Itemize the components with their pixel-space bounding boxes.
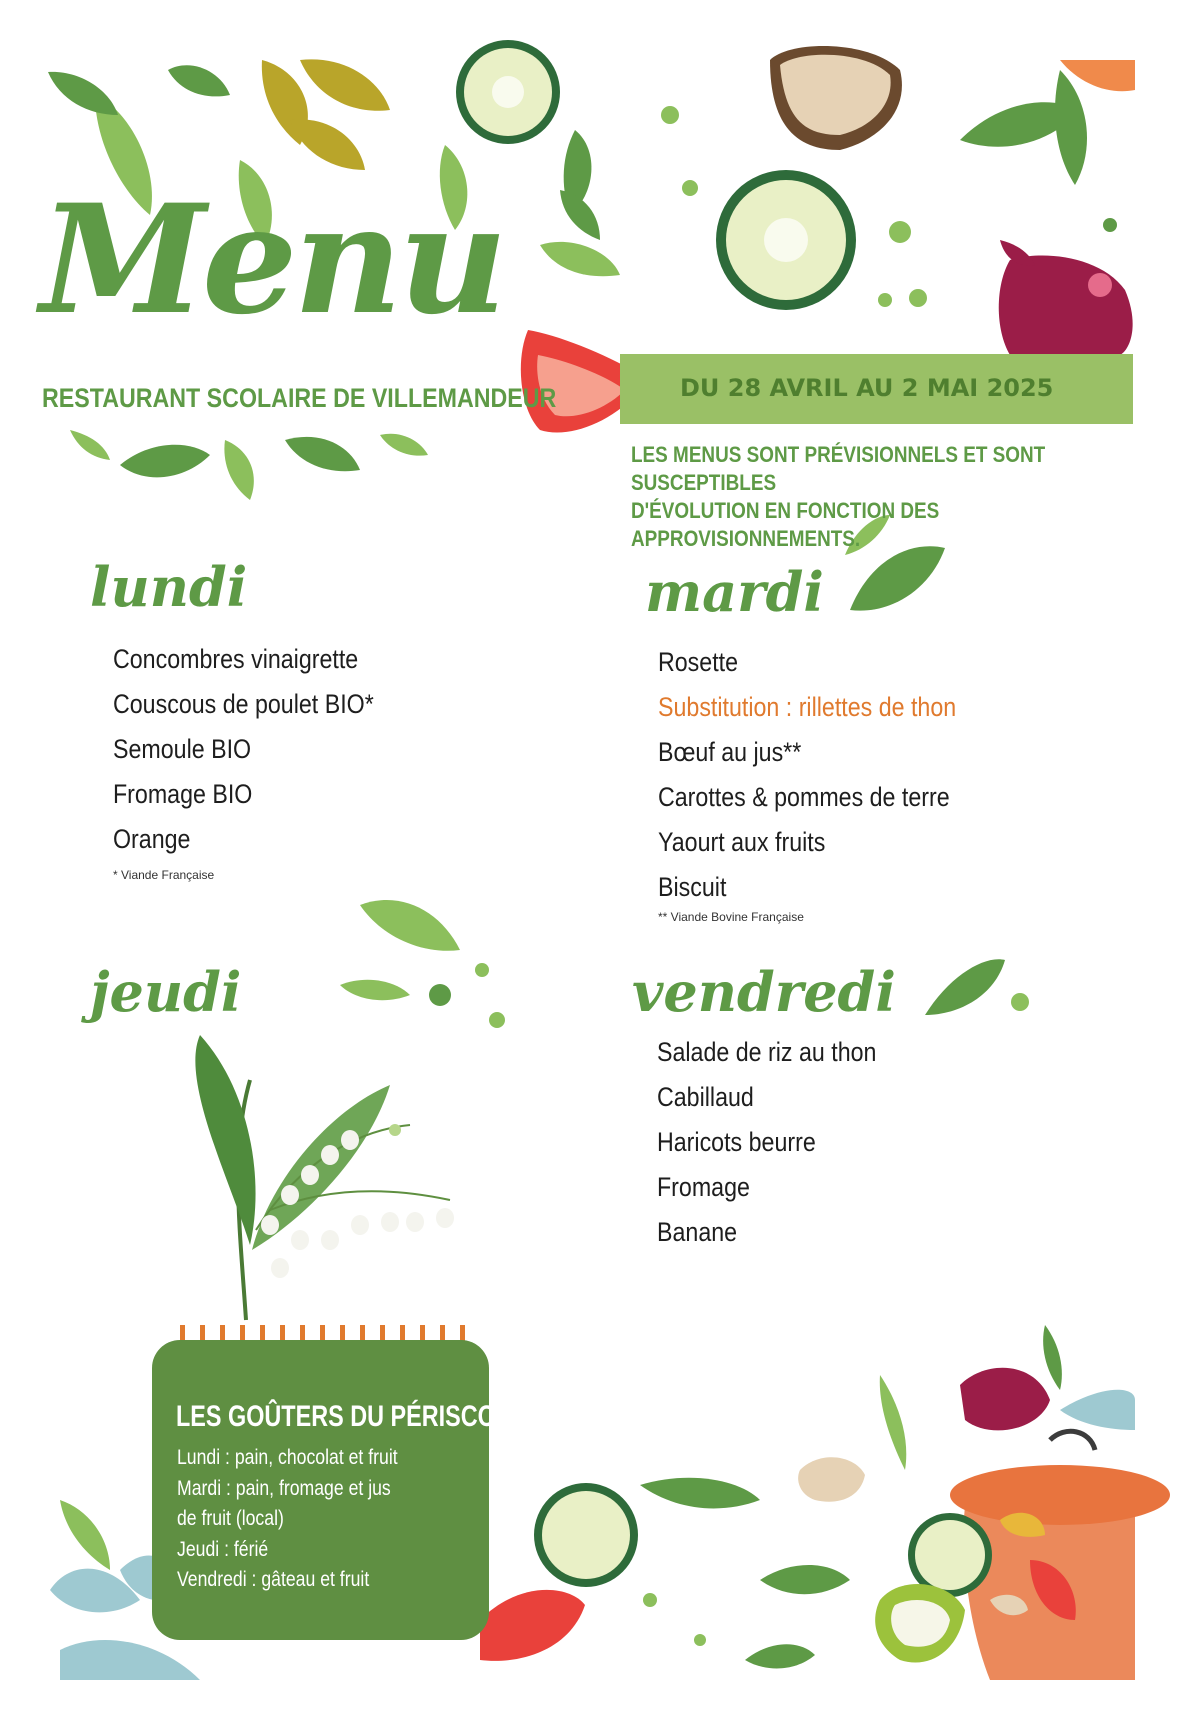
list-item: Fromage BIO: [113, 779, 253, 809]
list-item: Biscuit: [658, 872, 727, 902]
list-item: Cabillaud: [657, 1082, 754, 1112]
list-item: Banane: [657, 1217, 738, 1247]
list-item: Haricots beurre: [657, 1127, 816, 1157]
list-item: Vendredi : gâteau et fruit: [177, 1568, 370, 1591]
footnote-mardi: ** Viande Bovine Française: [658, 910, 804, 924]
notice-text: [631, 441, 1078, 553]
notice-line-1: LES MENUS SONT PRÉVISIONNELS ET SONT SUSCEPTIBLES: [631, 442, 1046, 495]
list-item: Fromage: [657, 1172, 750, 1202]
list-item: Concombres vinaigrette: [113, 644, 359, 674]
list-item: Yaourt aux fruits: [658, 827, 826, 857]
list-item: Lundi : pain, chocolat et fruit: [177, 1446, 398, 1469]
list-item: Salade de riz au thon: [657, 1037, 877, 1067]
list-item: Semoule BIO: [113, 734, 252, 764]
gouters-list: [177, 1443, 440, 1596]
day-title-lundi: lundi: [90, 555, 248, 619]
footnote-lundi: * Viande Française: [113, 868, 215, 882]
menu-list-mardi: [658, 640, 1005, 910]
list-item: Couscous de poulet BIO*: [113, 689, 374, 719]
list-item: Orange: [113, 824, 191, 854]
list-item: Rosette: [658, 647, 739, 677]
menu-list-lundi: [113, 637, 416, 862]
menu-title: Menu: [40, 172, 504, 348]
list-item: de fruit (local): [177, 1507, 284, 1530]
list-item: Mardi : pain, fromage et jus: [177, 1476, 391, 1500]
restaurant-subtitle: RESTAURANT SCOLAIRE DE VILLEMANDEUR: [42, 383, 557, 413]
gouters-title: LES GOÛTERS DU PÉRISCOLAIRE: [176, 1400, 567, 1433]
day-title-vendredi: vendredi: [632, 960, 896, 1024]
list-item-substitution: Substitution : rillettes de thon: [658, 692, 957, 722]
date-range: DU 28 AVRIL AU 2 MAI 2025: [680, 374, 1054, 402]
list-item: Bœuf au jus**: [658, 737, 802, 767]
day-title-jeudi: jeudi: [90, 960, 242, 1024]
day-title-mardi: mardi: [645, 560, 824, 624]
list-item: Carottes & pommes de terre: [658, 782, 950, 812]
notice-line-2: D'ÉVOLUTION EN FONCTION DES APPROVISIONNEMENTS.: [631, 498, 940, 551]
menu-list-vendredi: [657, 1030, 912, 1255]
list-item: Jeudi : férié: [177, 1537, 269, 1561]
